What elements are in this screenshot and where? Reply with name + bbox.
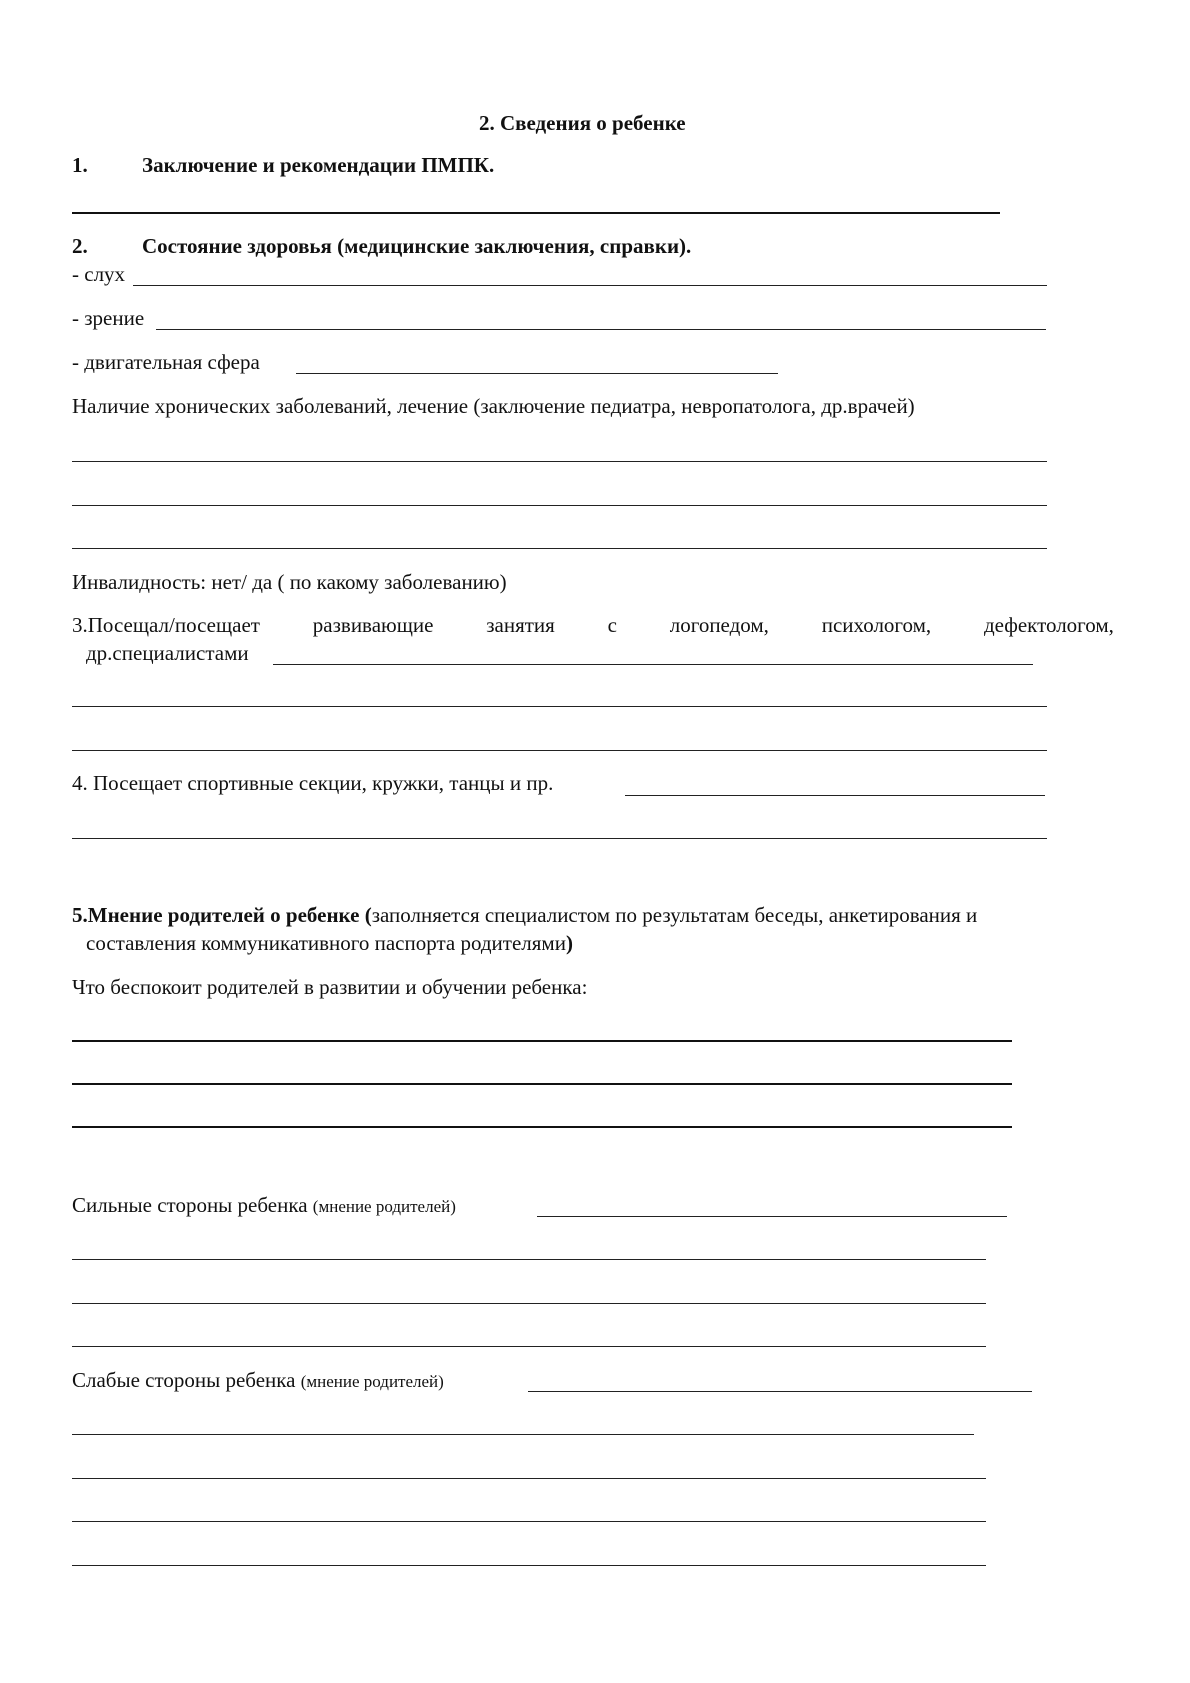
- weaknesses-answer-line[interactable]: [72, 1434, 974, 1435]
- chronic-diseases-label: Наличие хронических заболеваний, лечение (заключение педиатра, невропатолога, др.врачей): [72, 394, 915, 418]
- chronic-answer-line[interactable]: [72, 505, 1047, 506]
- section-title: 2. Сведения о ребенке: [479, 111, 686, 135]
- item-health-heading: [72, 234, 691, 258]
- classes-word: 3.Посещал/посещает: [72, 613, 260, 637]
- parents-opinion-heading: [72, 903, 977, 927]
- sports-label: 4. Посещает спортивные секции, кружки, танцы и пр.: [72, 771, 554, 795]
- classes-field[interactable]: [273, 664, 1033, 665]
- weaknesses-label: Слабые стороны ребенка: [72, 1368, 296, 1392]
- classes-specialists-label: др.специалистами: [86, 641, 249, 665]
- motor-field[interactable]: [296, 373, 778, 374]
- parents-opinion-close: ): [565, 931, 573, 955]
- item-number: 2.: [72, 234, 88, 258]
- weaknesses-field[interactable]: [528, 1391, 1032, 1392]
- concerns-answer-line[interactable]: [72, 1083, 1012, 1085]
- classes-answer-line[interactable]: [72, 706, 1047, 707]
- chronic-answer-line[interactable]: [72, 548, 1047, 549]
- parents-opinion-note: заполняется специалистом по результатам беседы, анкетирования и: [371, 903, 978, 927]
- classes-answer-line[interactable]: [72, 750, 1047, 751]
- strengths-note: (мнение родителей): [312, 1197, 456, 1216]
- classes-word: логопедом,: [669, 613, 769, 637]
- sports-field[interactable]: [625, 795, 1045, 796]
- chronic-answer-line[interactable]: [72, 461, 1047, 462]
- weaknesses-heading: [72, 1368, 444, 1394]
- parents-opinion-heading-line2: [86, 931, 573, 955]
- strengths-answer-line[interactable]: [72, 1259, 986, 1260]
- weaknesses-answer-line[interactable]: [72, 1521, 986, 1522]
- concerns-label: Что беспокоит родителей в развитии и обучении ребенка:: [72, 975, 588, 999]
- weaknesses-answer-line[interactable]: [72, 1565, 986, 1566]
- parents-opinion-title: 5.Мнение родителей о ребенке (: [72, 903, 372, 927]
- classes-word: занятия: [486, 613, 555, 637]
- concerns-answer-line[interactable]: [72, 1040, 1012, 1042]
- strengths-answer-line[interactable]: [72, 1346, 986, 1347]
- disability-label: Инвалидность: нет/ да ( по какому заболеванию): [72, 570, 507, 594]
- strengths-heading: [72, 1193, 456, 1219]
- item-pmpk-heading: [72, 153, 494, 177]
- classes-word: дефектологом,: [983, 613, 1114, 637]
- item-label: Заключение и рекомендации ПМПК.: [142, 153, 495, 177]
- classes-word: психологом,: [821, 613, 932, 637]
- sports-answer-line[interactable]: [72, 838, 1047, 839]
- classes-word: развивающие: [312, 613, 434, 637]
- parents-opinion-note: составления коммуникативного паспорта родителями: [86, 931, 566, 955]
- classes-line-1: [72, 613, 1114, 637]
- classes-word: с: [607, 613, 617, 637]
- strengths-label: Сильные стороны ребенка: [72, 1193, 308, 1217]
- pmpk-answer-line[interactable]: [72, 212, 1000, 214]
- hearing-label: - слух: [72, 262, 126, 286]
- weaknesses-note: (мнение родителей): [300, 1372, 444, 1391]
- strengths-answer-line[interactable]: [72, 1303, 986, 1304]
- motor-label: - двигательная сфера: [72, 350, 260, 374]
- vision-field[interactable]: [156, 329, 1046, 330]
- item-number: 1.: [72, 153, 88, 177]
- strengths-field[interactable]: [537, 1216, 1007, 1217]
- concerns-answer-line[interactable]: [72, 1126, 1012, 1128]
- weaknesses-answer-line[interactable]: [72, 1478, 986, 1479]
- item-label: Состояние здоровья (медицинские заключения, справки).: [142, 234, 692, 258]
- hearing-field[interactable]: [133, 285, 1047, 286]
- vision-label: - зрение: [72, 306, 145, 330]
